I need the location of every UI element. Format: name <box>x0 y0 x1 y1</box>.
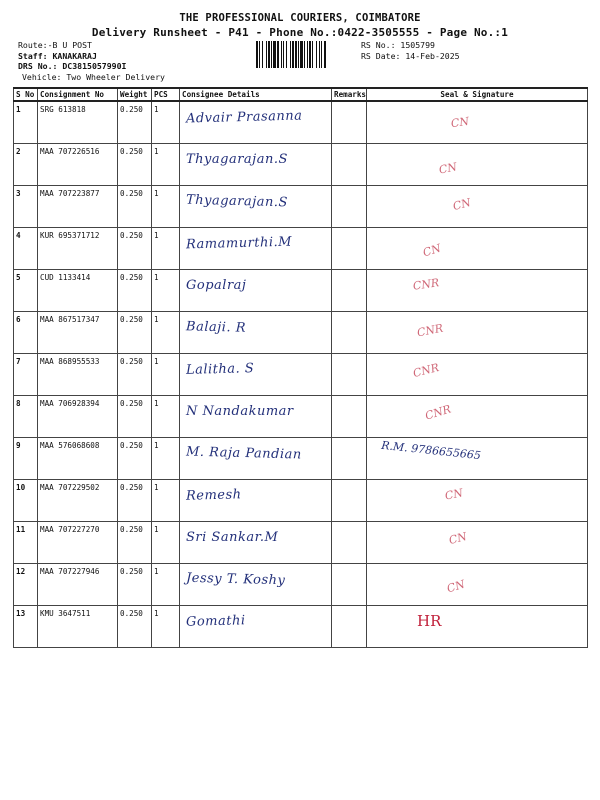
handwritten-signature: CN <box>450 114 470 131</box>
cell-weight: 0.250 <box>118 101 152 144</box>
handwritten-signature: CN <box>445 577 467 596</box>
cell-remarks <box>332 438 367 480</box>
cell-signature <box>367 522 588 564</box>
col-header-consignment: Consignment No <box>38 88 118 101</box>
table-row <box>14 270 588 312</box>
cell-consignee <box>180 144 332 186</box>
cell-consignment-no: MAA 868955533 <box>38 354 118 396</box>
cell-weight: 0.250 <box>118 522 152 564</box>
cell-pcs: 1 <box>152 522 180 564</box>
cell-remarks <box>332 228 367 270</box>
handwritten-signature: CNR <box>412 276 441 293</box>
handwritten-consignee: Gopalraj <box>186 278 247 293</box>
cell-signature <box>367 480 588 522</box>
handwritten-consignee: Thyagarajan.S <box>186 152 288 167</box>
route-label: Route:-B U POST <box>18 40 92 50</box>
company-title: THE PROFESSIONAL COURIERS, COIMBATORE <box>179 12 421 24</box>
cell-consignment-no: MAA 707227270 <box>38 522 118 564</box>
cell-remarks <box>332 270 367 312</box>
cell-consignee <box>180 354 332 396</box>
cell-remarks <box>332 101 367 144</box>
cell-weight: 0.250 <box>118 564 152 606</box>
table-row <box>14 438 588 480</box>
handwritten-signature: CN <box>437 160 459 177</box>
table-row <box>14 354 588 396</box>
cell-weight: 0.250 <box>118 396 152 438</box>
cell-sno: 8 <box>14 396 38 438</box>
handwritten-signature: CNR <box>415 321 445 340</box>
handwritten-consignee: Remesh <box>185 487 242 504</box>
cell-consignment-no: KUR 695371712 <box>38 228 118 270</box>
cell-remarks <box>332 312 367 354</box>
cell-sno: 4 <box>14 228 38 270</box>
cell-signature <box>367 228 588 270</box>
cell-signature <box>367 101 588 144</box>
cell-weight: 0.250 <box>118 228 152 270</box>
cell-consignment-no: MAA 707226516 <box>38 144 118 186</box>
handwritten-consignee: Lalitha. S <box>185 361 255 378</box>
cell-consignment-no: MAA 706928394 <box>38 396 118 438</box>
table-row <box>14 396 588 438</box>
cell-consignment-no: MAA 576068608 <box>38 438 118 480</box>
cell-pcs: 1 <box>152 396 180 438</box>
cell-consignee <box>180 228 332 270</box>
handwritten-signature: HR <box>417 612 442 630</box>
cell-sno: 6 <box>14 312 38 354</box>
cell-consignment-no: MAA 707227946 <box>38 564 118 606</box>
handwritten-consignee: Jessy T. Koshy <box>185 570 286 589</box>
table-row <box>14 480 588 522</box>
cell-sno: 9 <box>14 438 38 480</box>
cell-pcs: 1 <box>152 312 180 354</box>
handwritten-signature: CNR <box>423 402 453 423</box>
cell-remarks <box>332 354 367 396</box>
staff-label: Staff: KANAKARAJ <box>18 50 97 61</box>
table-row <box>14 606 588 648</box>
col-header-pcs: PCS <box>152 88 180 101</box>
cell-weight: 0.250 <box>118 312 152 354</box>
handwritten-signature: CNR <box>411 361 441 381</box>
cell-pcs: 1 <box>152 144 180 186</box>
cell-pcs: 1 <box>152 564 180 606</box>
cell-signature <box>367 270 588 312</box>
cell-consignee <box>180 438 332 480</box>
cell-consignee <box>180 186 332 228</box>
cell-consignment-no: KMU 3647511 <box>38 606 118 648</box>
handwritten-consignee: Balaji. R <box>185 319 247 336</box>
col-header-remarks: Remarks <box>332 88 367 101</box>
cell-weight: 0.250 <box>118 606 152 648</box>
table-row <box>14 101 588 144</box>
cell-sno: 2 <box>14 144 38 186</box>
cell-consignee <box>180 480 332 522</box>
cell-consignee <box>180 522 332 564</box>
cell-signature <box>367 606 588 648</box>
table-row <box>14 144 588 186</box>
cell-signature <box>367 354 588 396</box>
table-row <box>14 522 588 564</box>
runsheet-meta-right <box>361 40 460 61</box>
cell-pcs: 1 <box>152 438 180 480</box>
handwritten-signature: CN <box>451 196 473 214</box>
cell-pcs: 1 <box>152 101 180 144</box>
cell-consignment-no: MAA 707223877 <box>38 186 118 228</box>
cell-sno: 13 <box>14 606 38 648</box>
rs-number: RS No.: 1505799 <box>361 40 435 50</box>
runsheet-table <box>13 87 588 648</box>
handwritten-consignee: Advair Prasanna <box>185 108 303 127</box>
cell-signature <box>367 186 588 228</box>
cell-weight: 0.250 <box>118 480 152 522</box>
table-row <box>14 186 588 228</box>
cell-consignee <box>180 606 332 648</box>
cell-consignee <box>180 564 332 606</box>
table-row <box>14 228 588 270</box>
table-row <box>14 312 588 354</box>
cell-consignment-no: MAA 867517347 <box>38 312 118 354</box>
cell-consignment-no: SRG 613818 <box>38 101 118 144</box>
handwritten-consignee: N Nandakumar <box>186 404 294 419</box>
col-header-weight: Weight <box>118 88 152 101</box>
cell-sno: 11 <box>14 522 38 564</box>
cell-sno: 5 <box>14 270 38 312</box>
cell-consignee <box>180 270 332 312</box>
cell-signature <box>367 312 588 354</box>
cell-remarks <box>332 522 367 564</box>
handwritten-signature: CN <box>447 530 469 548</box>
handwritten-consignee: Gomathi <box>185 613 246 630</box>
cell-signature <box>367 564 588 606</box>
runsheet-title: Delivery Runsheet - P41 - Phone No.:0422-3505555 - Page No.:1 <box>91 26 509 39</box>
cell-consignee <box>180 396 332 438</box>
cell-sno: 12 <box>14 564 38 606</box>
cell-remarks <box>332 396 367 438</box>
cell-consignment-no: MAA 707229502 <box>38 480 118 522</box>
cell-signature <box>367 144 588 186</box>
cell-weight: 0.250 <box>118 144 152 186</box>
cell-remarks <box>332 564 367 606</box>
vehicle-label: Vehicle: Two Wheeler Delivery <box>22 71 165 82</box>
handwritten-consignee: Sri Sankar.M <box>186 530 279 545</box>
col-header-signature: Seal & Signature <box>367 88 588 101</box>
cell-sno: 7 <box>14 354 38 396</box>
cell-signature <box>367 396 588 438</box>
handwritten-consignee: Thyagarajan.S <box>185 192 289 211</box>
cell-pcs: 1 <box>152 354 180 396</box>
cell-weight: 0.250 <box>118 270 152 312</box>
cell-consignee <box>180 101 332 144</box>
cell-weight: 0.250 <box>118 438 152 480</box>
cell-consignment-no: CUD 1133414 <box>38 270 118 312</box>
cell-pcs: 1 <box>152 270 180 312</box>
table-row <box>14 564 588 606</box>
cell-pcs: 1 <box>152 480 180 522</box>
handwritten-signature: R.M. 9786655665 <box>380 438 482 463</box>
cell-weight: 0.250 <box>118 186 152 228</box>
cell-remarks <box>332 144 367 186</box>
cell-remarks <box>332 186 367 228</box>
runsheet-meta-left <box>18 40 165 82</box>
col-header-sno: S No <box>14 88 38 101</box>
handwritten-consignee: M. Raja Pandian <box>185 444 302 463</box>
col-header-consignee: Consignee Details <box>180 88 332 101</box>
cell-pcs: 1 <box>152 606 180 648</box>
drs-number: DRS No.: DC3815057990I <box>18 61 127 71</box>
cell-consignee <box>180 312 332 354</box>
cell-weight: 0.250 <box>118 354 152 396</box>
handwritten-consignee: Ramamurthi.M <box>185 234 293 253</box>
table-header-row <box>14 88 588 101</box>
handwritten-signature: CN <box>443 486 465 503</box>
cell-pcs: 1 <box>152 228 180 270</box>
cell-remarks <box>332 480 367 522</box>
handwritten-signature: CN <box>421 241 443 260</box>
cell-sno: 10 <box>14 480 38 522</box>
cell-sno: 3 <box>14 186 38 228</box>
cell-remarks <box>332 606 367 648</box>
rs-date: RS Date: 14-Feb-2025 <box>361 50 460 61</box>
cell-sno: 1 <box>14 101 38 144</box>
cell-pcs: 1 <box>152 186 180 228</box>
cell-signature <box>367 438 588 480</box>
barcode <box>256 41 354 68</box>
